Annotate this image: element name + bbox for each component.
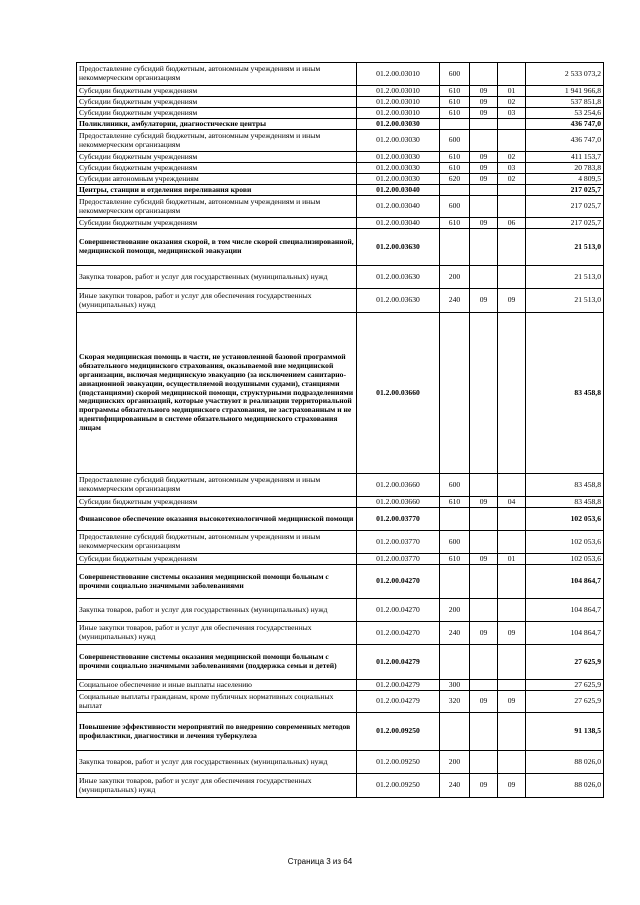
row-name-cell: Поликлиники, амбулатории, диагностические центры bbox=[77, 119, 357, 130]
row-expense-type-cell bbox=[440, 713, 470, 751]
row-amount-cell: 104 864,7 bbox=[526, 622, 604, 645]
row-amount-cell: 217 025,7 bbox=[526, 185, 604, 196]
row-name-cell: Субсидии бюджетным учреждениям bbox=[77, 218, 357, 229]
row-expense-type-cell: 600 bbox=[440, 196, 470, 218]
row-section-cell bbox=[470, 119, 498, 130]
table-row bbox=[77, 751, 604, 774]
row-name-cell: Предоставление субсидий бюджетным, автономным учреждениям и иным некоммерческим организациям bbox=[77, 196, 357, 218]
row-section-cell bbox=[470, 313, 498, 474]
row-section-cell bbox=[470, 130, 498, 152]
row-subsection-cell bbox=[498, 713, 526, 751]
row-code-cell: 01.2.00.04270 bbox=[357, 622, 440, 645]
row-subsection-cell: 09 bbox=[498, 691, 526, 713]
row-code-cell: 01.2.00.03040 bbox=[357, 196, 440, 218]
row-subsection-cell bbox=[498, 751, 526, 774]
row-expense-type-cell: 200 bbox=[440, 751, 470, 774]
row-section-cell bbox=[470, 645, 498, 680]
budget-table bbox=[76, 62, 604, 798]
row-expense-type-cell bbox=[440, 565, 470, 599]
row-subsection-cell: 02 bbox=[498, 174, 526, 185]
row-section-cell bbox=[470, 185, 498, 196]
row-amount-cell: 53 254,6 bbox=[526, 108, 604, 119]
table-row bbox=[77, 163, 604, 174]
row-section-cell: 09 bbox=[470, 108, 498, 119]
table-row bbox=[77, 97, 604, 108]
table-row bbox=[77, 774, 604, 798]
table-row bbox=[77, 229, 604, 266]
table-row bbox=[77, 599, 604, 622]
row-subsection-cell: 03 bbox=[498, 163, 526, 174]
table-row bbox=[77, 680, 604, 691]
row-expense-type-cell: 600 bbox=[440, 130, 470, 152]
row-amount-cell: 21 513,0 bbox=[526, 289, 604, 313]
row-name-cell: Предоставление субсидий бюджетным, автономным учреждениям и иным некоммерческим организациям bbox=[77, 130, 357, 152]
row-name-cell: Социальные выплаты гражданам, кроме публичных нормативных социальных выплат bbox=[77, 691, 357, 713]
row-code-cell: 01.2.00.09250 bbox=[357, 713, 440, 751]
row-subsection-cell: 03 bbox=[498, 108, 526, 119]
row-amount-cell: 83 458,8 bbox=[526, 474, 604, 497]
table-row bbox=[77, 497, 604, 508]
row-name-cell: Иные закупки товаров, работ и услуг для обеспечения государственных (муниципальных) нужд bbox=[77, 774, 357, 798]
row-amount-cell: 27 625,9 bbox=[526, 645, 604, 680]
row-section-cell: 09 bbox=[470, 174, 498, 185]
row-name-cell: Иные закупки товаров, работ и услуг для обеспечения государственных (муниципальных) нужд bbox=[77, 289, 357, 313]
row-subsection-cell bbox=[498, 599, 526, 622]
row-section-cell: 09 bbox=[470, 289, 498, 313]
row-expense-type-cell bbox=[440, 119, 470, 130]
row-section-cell bbox=[470, 266, 498, 289]
row-name-cell: Совершенствование системы оказания медицинской помощи больным с прочими социально значимыми заболеваниями (поддержка семьи и детей) bbox=[77, 645, 357, 680]
table-row bbox=[77, 289, 604, 313]
row-name-cell: Субсидии бюджетным учреждениям bbox=[77, 163, 357, 174]
row-code-cell: 01.2.00.03040 bbox=[357, 185, 440, 196]
row-subsection-cell bbox=[498, 508, 526, 531]
row-code-cell: 01.2.00.03630 bbox=[357, 289, 440, 313]
table-row bbox=[77, 266, 604, 289]
row-section-cell bbox=[470, 599, 498, 622]
row-code-cell: 01.2.00.03010 bbox=[357, 86, 440, 97]
row-expense-type-cell: 600 bbox=[440, 63, 470, 86]
table-row bbox=[77, 645, 604, 680]
row-expense-type-cell: 620 bbox=[440, 174, 470, 185]
row-section-cell: 09 bbox=[470, 86, 498, 97]
row-section-cell: 09 bbox=[470, 163, 498, 174]
row-expense-type-cell: 240 bbox=[440, 289, 470, 313]
row-expense-type-cell: 300 bbox=[440, 680, 470, 691]
row-section-cell bbox=[470, 565, 498, 599]
row-code-cell: 01.2.00.03660 bbox=[357, 474, 440, 497]
page-number: Страница 3 из 64 bbox=[287, 857, 353, 866]
table-row bbox=[77, 313, 604, 474]
row-expense-type-cell: 610 bbox=[440, 97, 470, 108]
table-row bbox=[77, 218, 604, 229]
row-expense-type-cell: 610 bbox=[440, 152, 470, 163]
row-name-cell: Иные закупки товаров, работ и услуг для обеспечения государственных (муниципальных) нужд bbox=[77, 622, 357, 645]
row-section-cell bbox=[470, 63, 498, 86]
table-row bbox=[77, 130, 604, 152]
row-code-cell: 01.2.00.03660 bbox=[357, 497, 440, 508]
row-subsection-cell: 02 bbox=[498, 152, 526, 163]
row-name-cell: Субсидии бюджетным учреждениям bbox=[77, 152, 357, 163]
table-row bbox=[77, 713, 604, 751]
row-amount-cell: 21 513,0 bbox=[526, 266, 604, 289]
row-section-cell: 09 bbox=[470, 622, 498, 645]
row-code-cell: 01.2.00.03030 bbox=[357, 152, 440, 163]
row-subsection-cell bbox=[498, 531, 526, 554]
row-code-cell: 01.2.00.04279 bbox=[357, 680, 440, 691]
row-code-cell: 01.2.00.03630 bbox=[357, 229, 440, 266]
row-section-cell bbox=[470, 474, 498, 497]
table-row bbox=[77, 508, 604, 531]
row-amount-cell: 104 864,7 bbox=[526, 599, 604, 622]
row-expense-type-cell bbox=[440, 229, 470, 266]
row-subsection-cell: 09 bbox=[498, 289, 526, 313]
row-section-cell: 09 bbox=[470, 497, 498, 508]
row-name-cell: Предоставление субсидий бюджетным, автономным учреждениям и иным некоммерческим организациям bbox=[77, 531, 357, 554]
row-section-cell bbox=[470, 713, 498, 751]
row-section-cell bbox=[470, 751, 498, 774]
row-name-cell: Субсидии бюджетным учреждениям bbox=[77, 108, 357, 119]
row-code-cell: 01.2.00.03030 bbox=[357, 130, 440, 152]
row-subsection-cell: 06 bbox=[498, 218, 526, 229]
row-name-cell: Предоставление субсидий бюджетным, автономным учреждениям и иным некоммерческим организациям bbox=[77, 474, 357, 497]
row-code-cell: 01.2.00.03770 bbox=[357, 531, 440, 554]
table-row bbox=[77, 185, 604, 196]
table-row bbox=[77, 108, 604, 119]
row-subsection-cell bbox=[498, 565, 526, 599]
row-expense-type-cell: 600 bbox=[440, 531, 470, 554]
table-row bbox=[77, 63, 604, 86]
row-expense-type-cell bbox=[440, 508, 470, 531]
row-amount-cell: 2 533 073,2 bbox=[526, 63, 604, 86]
row-amount-cell: 102 053,6 bbox=[526, 554, 604, 565]
row-name-cell: Закупка товаров, работ и услуг для государственных (муниципальных) нужд bbox=[77, 599, 357, 622]
row-section-cell bbox=[470, 531, 498, 554]
row-amount-cell: 217 025,7 bbox=[526, 218, 604, 229]
row-name-cell: Повышение эффективности мероприятий по внедрению современных методов профилактики, диагностики и лечения туберкулеза bbox=[77, 713, 357, 751]
row-section-cell bbox=[470, 680, 498, 691]
row-subsection-cell bbox=[498, 185, 526, 196]
row-code-cell: 01.2.00.03040 bbox=[357, 218, 440, 229]
row-name-cell: Субсидии бюджетным учреждениям bbox=[77, 554, 357, 565]
row-section-cell: 09 bbox=[470, 152, 498, 163]
row-code-cell: 01.2.00.04279 bbox=[357, 691, 440, 713]
table-row bbox=[77, 531, 604, 554]
row-name-cell: Предоставление субсидий бюджетным, автономным учреждениям и иным некоммерческим организациям bbox=[77, 63, 357, 86]
row-subsection-cell: 09 bbox=[498, 774, 526, 798]
row-amount-cell: 411 153,7 bbox=[526, 152, 604, 163]
row-code-cell: 01.2.00.03010 bbox=[357, 108, 440, 119]
row-amount-cell: 104 864,7 bbox=[526, 565, 604, 599]
row-expense-type-cell: 200 bbox=[440, 599, 470, 622]
row-section-cell: 09 bbox=[470, 554, 498, 565]
row-code-cell: 01.2.00.03770 bbox=[357, 508, 440, 531]
row-amount-cell: 4 809,5 bbox=[526, 174, 604, 185]
row-subsection-cell bbox=[498, 196, 526, 218]
row-subsection-cell bbox=[498, 313, 526, 474]
row-name-cell: Социальное обеспечение и иные выплаты населению bbox=[77, 680, 357, 691]
row-section-cell bbox=[470, 508, 498, 531]
row-amount-cell: 91 138,5 bbox=[526, 713, 604, 751]
row-expense-type-cell: 610 bbox=[440, 554, 470, 565]
row-expense-type-cell: 600 bbox=[440, 474, 470, 497]
row-amount-cell: 83 458,8 bbox=[526, 313, 604, 474]
table-row bbox=[77, 152, 604, 163]
row-section-cell: 09 bbox=[470, 774, 498, 798]
row-expense-type-cell: 610 bbox=[440, 108, 470, 119]
row-amount-cell: 27 625,9 bbox=[526, 680, 604, 691]
table-row bbox=[77, 119, 604, 130]
row-code-cell: 01.2.00.03010 bbox=[357, 63, 440, 86]
row-subsection-cell bbox=[498, 680, 526, 691]
row-expense-type-cell: 610 bbox=[440, 163, 470, 174]
table-row bbox=[77, 174, 604, 185]
row-name-cell: Закупка товаров, работ и услуг для государственных (муниципальных) нужд bbox=[77, 266, 357, 289]
row-expense-type-cell bbox=[440, 313, 470, 474]
table-row bbox=[77, 565, 604, 599]
table-row bbox=[77, 554, 604, 565]
table-row bbox=[77, 474, 604, 497]
row-subsection-cell: 01 bbox=[498, 554, 526, 565]
row-code-cell: 01.2.00.04270 bbox=[357, 599, 440, 622]
row-subsection-cell bbox=[498, 266, 526, 289]
row-section-cell: 09 bbox=[470, 218, 498, 229]
row-section-cell bbox=[470, 196, 498, 218]
row-amount-cell: 88 026,0 bbox=[526, 774, 604, 798]
row-name-cell: Центры, станции и отделения переливания крови bbox=[77, 185, 357, 196]
row-code-cell: 01.2.00.03630 bbox=[357, 266, 440, 289]
row-subsection-cell bbox=[498, 119, 526, 130]
row-name-cell: Субсидии бюджетным учреждениям bbox=[77, 497, 357, 508]
row-expense-type-cell: 610 bbox=[440, 218, 470, 229]
row-amount-cell: 88 026,0 bbox=[526, 751, 604, 774]
row-code-cell: 01.2.00.03770 bbox=[357, 554, 440, 565]
table-row bbox=[77, 86, 604, 97]
row-name-cell: Совершенствование системы оказания медицинской помощи больным с прочими социально значимыми заболеваниями bbox=[77, 565, 357, 599]
row-section-cell: 09 bbox=[470, 691, 498, 713]
row-code-cell: 01.2.00.03030 bbox=[357, 119, 440, 130]
row-amount-cell: 21 513,0 bbox=[526, 229, 604, 266]
row-expense-type-cell: 240 bbox=[440, 622, 470, 645]
row-subsection-cell: 04 bbox=[498, 497, 526, 508]
table-row bbox=[77, 196, 604, 218]
row-subsection-cell bbox=[498, 474, 526, 497]
row-name-cell: Субсидии автономным учреждениям bbox=[77, 174, 357, 185]
row-expense-type-cell: 610 bbox=[440, 86, 470, 97]
row-expense-type-cell: 200 bbox=[440, 266, 470, 289]
row-name-cell: Скорая медицинская помощь в части, не установленной базовой программой обязательного медицинского страхования, оказываемой вне медицинской организации, включая медицинскую эвакуацию (за исключением санитарно-авиационной эвакуации, осуществляемой воздушными судами), станциями (подстанциями) скорой медицинской помощи, структурными подразделениями медицинских организаций, которые участвуют в реализации территориальной программы обязательного медицинского страхования, не застрахованным и не идентифицированным в системе обязательного медицинского страхования лицам bbox=[77, 313, 357, 474]
row-code-cell: 01.2.00.03030 bbox=[357, 163, 440, 174]
row-amount-cell: 20 783,8 bbox=[526, 163, 604, 174]
row-subsection-cell bbox=[498, 229, 526, 266]
row-name-cell: Совершенствование оказания скорой, в том числе скорой специализированной, медицинской помощи, медицинской эвакуации bbox=[77, 229, 357, 266]
row-code-cell: 01.2.00.03660 bbox=[357, 313, 440, 474]
table-body bbox=[77, 63, 604, 798]
row-section-cell: 09 bbox=[470, 97, 498, 108]
row-code-cell: 01.2.00.09250 bbox=[357, 774, 440, 798]
row-subsection-cell: 01 bbox=[498, 86, 526, 97]
row-expense-type-cell: 240 bbox=[440, 774, 470, 798]
row-amount-cell: 27 625,9 bbox=[526, 691, 604, 713]
table-row bbox=[77, 622, 604, 645]
row-code-cell: 01.2.00.04270 bbox=[357, 565, 440, 599]
row-subsection-cell: 02 bbox=[498, 97, 526, 108]
table-row bbox=[77, 691, 604, 713]
row-name-cell: Субсидии бюджетным учреждениям bbox=[77, 97, 357, 108]
row-name-cell: Финансовое обеспечение оказания высокотехнологичной медицинской помощи bbox=[77, 508, 357, 531]
row-code-cell: 01.2.00.04279 bbox=[357, 645, 440, 680]
row-subsection-cell bbox=[498, 645, 526, 680]
row-subsection-cell bbox=[498, 130, 526, 152]
row-expense-type-cell bbox=[440, 185, 470, 196]
row-name-cell: Закупка товаров, работ и услуг для государственных (муниципальных) нужд bbox=[77, 751, 357, 774]
row-expense-type-cell: 610 bbox=[440, 497, 470, 508]
row-amount-cell: 102 053,6 bbox=[526, 508, 604, 531]
row-section-cell bbox=[470, 229, 498, 266]
row-amount-cell: 217 025,7 bbox=[526, 196, 604, 218]
row-amount-cell: 436 747,0 bbox=[526, 119, 604, 130]
row-expense-type-cell: 320 bbox=[440, 691, 470, 713]
row-code-cell: 01.2.00.03030 bbox=[357, 174, 440, 185]
row-name-cell: Субсидии бюджетным учреждениям bbox=[77, 86, 357, 97]
row-amount-cell: 436 747,0 bbox=[526, 130, 604, 152]
row-amount-cell: 83 458,8 bbox=[526, 497, 604, 508]
row-code-cell: 01.2.00.09250 bbox=[357, 751, 440, 774]
row-subsection-cell: 09 bbox=[498, 622, 526, 645]
row-amount-cell: 1 941 966,8 bbox=[526, 86, 604, 97]
row-code-cell: 01.2.00.03010 bbox=[357, 97, 440, 108]
row-amount-cell: 102 053,6 bbox=[526, 531, 604, 554]
row-expense-type-cell bbox=[440, 645, 470, 680]
row-amount-cell: 537 851,8 bbox=[526, 97, 604, 108]
row-subsection-cell bbox=[498, 63, 526, 86]
